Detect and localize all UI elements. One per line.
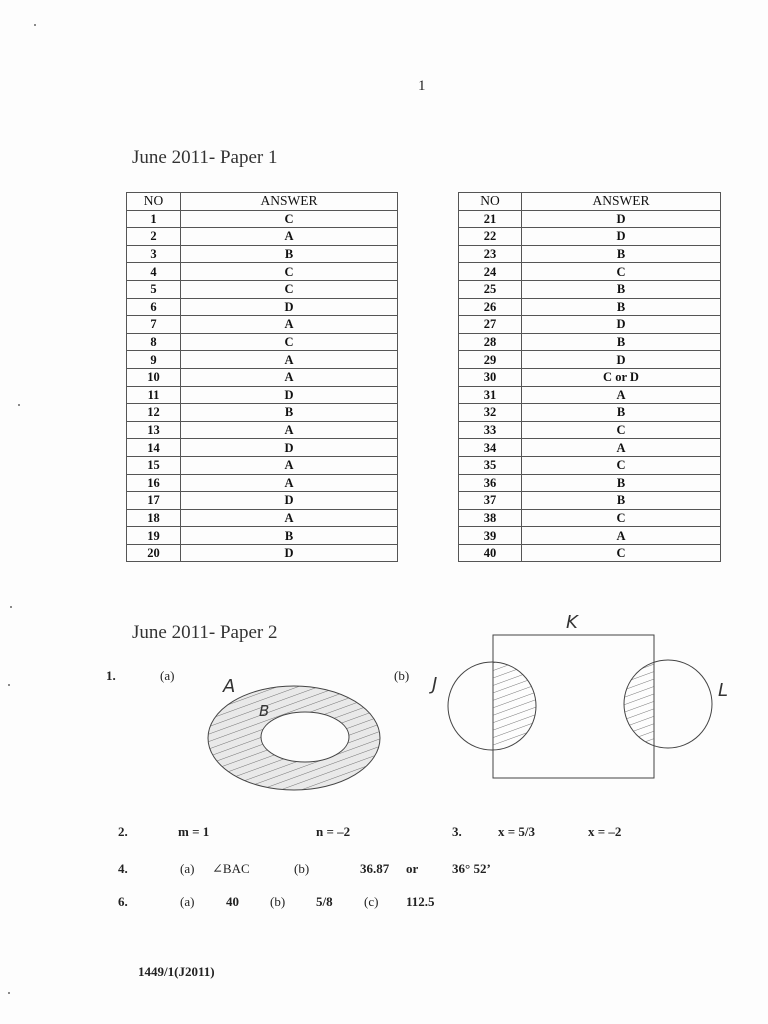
q6-c-value: 112.5	[406, 894, 435, 909]
table-row	[459, 527, 721, 545]
table-row	[459, 404, 721, 422]
question-number-cell: 35	[459, 456, 522, 474]
answer-cell: D	[522, 210, 721, 228]
answer-cell: D	[522, 228, 721, 246]
table-row	[459, 421, 721, 439]
question-number-cell: 18	[127, 509, 181, 527]
table-row	[459, 474, 721, 492]
answer-cell: D	[181, 492, 398, 510]
table-row	[127, 368, 398, 386]
q2-m-value: m = 1	[178, 824, 210, 839]
question-number-cell: 21	[459, 210, 522, 228]
question-number-cell: 20	[127, 544, 181, 562]
question-number-cell: 2	[127, 228, 181, 246]
question-number-cell: 8	[127, 333, 181, 351]
table-row	[127, 421, 398, 439]
question-number-cell: 34	[459, 439, 522, 457]
answer-cell: D	[522, 316, 721, 334]
table-row	[127, 386, 398, 404]
table-row	[459, 439, 721, 457]
question-number-cell: 4	[127, 263, 181, 281]
question-number-cell: 15	[127, 456, 181, 474]
label-k: K	[566, 612, 578, 633]
answer-cell: C	[522, 421, 721, 439]
answer-cell: A	[181, 509, 398, 527]
answer-cell: B	[522, 404, 721, 422]
question-number-cell: 40	[459, 544, 522, 562]
table-row	[127, 316, 398, 334]
table-row	[127, 210, 398, 228]
q1-number: 1.	[106, 668, 116, 683]
q6-number: 6.	[118, 894, 128, 909]
q2-number: 2.	[118, 824, 128, 839]
table-row	[127, 474, 398, 492]
answer-cell: C	[181, 210, 398, 228]
answer-table-right	[458, 192, 721, 562]
table-row	[459, 316, 721, 334]
venn-diagram-b	[440, 630, 720, 785]
answer-cell: B	[522, 492, 721, 510]
label-a: A	[223, 676, 236, 697]
answer-cell: C or D	[522, 368, 721, 386]
question-number-cell: 7	[127, 316, 181, 334]
set-b-ellipse	[261, 712, 349, 762]
question-number-cell: 27	[459, 316, 522, 334]
label-l: L	[718, 680, 729, 701]
q3-x2: x = –2	[588, 824, 622, 839]
answer-cell: B	[181, 527, 398, 545]
answer-cell: B	[522, 474, 721, 492]
q6-b-value: 5/8	[316, 894, 333, 909]
q4-or: or	[406, 861, 419, 876]
question-number-cell: 11	[127, 386, 181, 404]
q3-x1: x = 5/3	[498, 824, 536, 839]
answer-cell: C	[522, 509, 721, 527]
table-row	[127, 509, 398, 527]
question-number-cell: 29	[459, 351, 522, 369]
scan-speck	[18, 404, 20, 406]
q6-part-c: (c)	[364, 894, 379, 909]
table-header-row	[459, 193, 721, 211]
question-number-cell: 13	[127, 421, 181, 439]
answer-cell: D	[522, 351, 721, 369]
question-number-cell: 16	[127, 474, 181, 492]
q4-a-value: ∠BAC	[212, 861, 250, 876]
page-number: 1	[418, 78, 426, 94]
table-row	[127, 280, 398, 298]
table-row	[127, 228, 398, 246]
answer-cell: B	[181, 245, 398, 263]
scan-speck	[8, 992, 10, 994]
header-answer: ANSWER	[181, 193, 398, 211]
question-number-cell: 30	[459, 368, 522, 386]
table-row	[127, 333, 398, 351]
answer-cell: A	[181, 351, 398, 369]
answer-cell: A	[522, 386, 721, 404]
question-number-cell: 12	[127, 404, 181, 422]
answer-cell: B	[522, 333, 721, 351]
table-row	[127, 527, 398, 545]
question-number-cell: 3	[127, 245, 181, 263]
q2-n-value: n = –2	[316, 824, 351, 839]
table-row	[459, 210, 721, 228]
table-row	[459, 280, 721, 298]
question-number-cell: 1	[127, 210, 181, 228]
table-row	[459, 544, 721, 562]
answer-cell: C	[181, 263, 398, 281]
question-number-cell: 10	[127, 368, 181, 386]
question-number-cell: 23	[459, 245, 522, 263]
header-answer: ANSWER	[522, 193, 721, 211]
question-number-cell: 22	[459, 228, 522, 246]
question-number-cell: 39	[459, 527, 522, 545]
question-number-cell: 28	[459, 333, 522, 351]
table-row	[127, 439, 398, 457]
table-row	[459, 456, 721, 474]
table-row	[459, 263, 721, 281]
label-j: J	[432, 674, 438, 695]
question-number-cell: 25	[459, 280, 522, 298]
q3-number: 3.	[452, 824, 462, 839]
question-number-cell: 32	[459, 404, 522, 422]
question-number-cell: 36	[459, 474, 522, 492]
table-row	[459, 509, 721, 527]
q4-b-value: 36.87	[360, 861, 390, 876]
answer-cell: D	[181, 544, 398, 562]
question-number-cell: 9	[127, 351, 181, 369]
answer-cell: C	[522, 456, 721, 474]
answer-cell: A	[181, 421, 398, 439]
answer-cell: D	[181, 439, 398, 457]
table-row	[459, 333, 721, 351]
question-number-cell: 17	[127, 492, 181, 510]
table-row	[459, 368, 721, 386]
table-row	[127, 351, 398, 369]
q6-part-b: (b)	[270, 894, 286, 909]
table-row	[127, 298, 398, 316]
question-number-cell: 26	[459, 298, 522, 316]
answer-cell: A	[181, 316, 398, 334]
table-row	[127, 456, 398, 474]
answer-cell: B	[522, 280, 721, 298]
answer-cell: A	[181, 368, 398, 386]
answer-cell: B	[522, 245, 721, 263]
table-row	[459, 228, 721, 246]
answer-cell: D	[181, 298, 398, 316]
paper1-title: June 2011- Paper 1	[132, 147, 278, 168]
question-number-cell: 31	[459, 386, 522, 404]
question-number-cell: 24	[459, 263, 522, 281]
table-row	[127, 245, 398, 263]
q6-a-value: 40	[226, 894, 239, 909]
paper2-title: June 2011- Paper 2	[132, 622, 278, 643]
table-row	[127, 263, 398, 281]
scan-speck	[8, 684, 10, 686]
answer-cell: A	[181, 474, 398, 492]
answer-cell: A	[181, 456, 398, 474]
question-number-cell: 14	[127, 439, 181, 457]
table-row	[459, 386, 721, 404]
question-number-cell: 5	[127, 280, 181, 298]
header-no: NO	[459, 193, 522, 211]
q6-part-a: (a)	[180, 894, 195, 909]
q4-part-a: (a)	[180, 861, 195, 876]
table-row	[459, 298, 721, 316]
table-header-row	[127, 193, 398, 211]
header-no: NO	[127, 193, 181, 211]
question-number-cell: 33	[459, 421, 522, 439]
table-row	[459, 492, 721, 510]
answer-cell: C	[181, 333, 398, 351]
answer-cell: A	[181, 228, 398, 246]
label-b: B	[259, 702, 270, 720]
answer-cell: A	[522, 527, 721, 545]
scan-speck	[10, 606, 12, 608]
answer-cell: C	[522, 544, 721, 562]
question-number-cell: 6	[127, 298, 181, 316]
table-row	[127, 492, 398, 510]
answer-table-left	[126, 192, 398, 562]
answer-cell: C	[181, 280, 398, 298]
table-row	[459, 245, 721, 263]
q1-part-a: (a)	[160, 668, 175, 683]
answer-cell: B	[181, 404, 398, 422]
table-row	[127, 404, 398, 422]
answer-cell: D	[181, 386, 398, 404]
question-number-cell: 37	[459, 492, 522, 510]
q1-part-b: (b)	[394, 668, 410, 683]
q4-part-b: (b)	[294, 861, 310, 876]
answer-cell: A	[522, 439, 721, 457]
question-number-cell: 19	[127, 527, 181, 545]
footer-code: 1449/1(J2011)	[138, 964, 215, 979]
q4-b-alt: 36° 52’	[452, 861, 491, 876]
question-number-cell: 38	[459, 509, 522, 527]
table-row	[459, 351, 721, 369]
answer-cell: B	[522, 298, 721, 316]
answer-cell: C	[522, 263, 721, 281]
table-row	[127, 544, 398, 562]
q4-number: 4.	[118, 861, 128, 876]
scan-speck	[34, 24, 36, 26]
